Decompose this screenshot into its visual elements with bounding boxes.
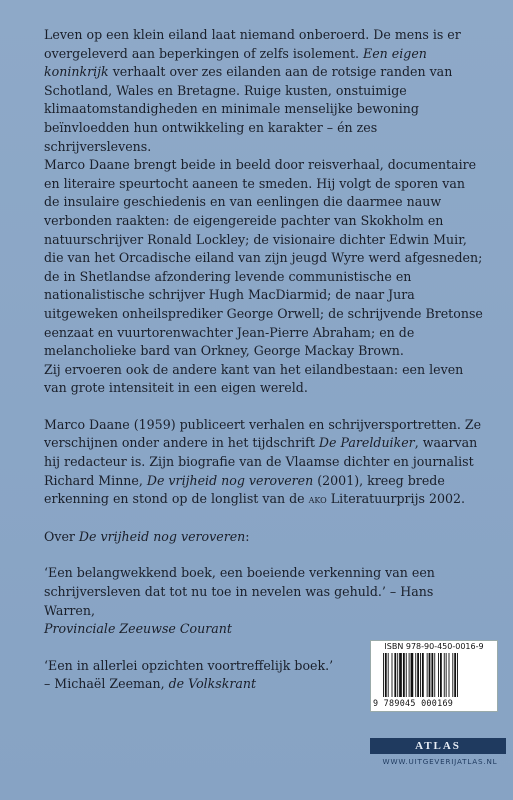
blurb-paragraph-2: Marco Daane brengt beide in beeld door reisverhaal, documentaire en literaire speurtocht aaneen te smeden. Hij volgt de sporen van de insulaire geschiedenis en van eenlingen die daarmee nauw verbonden raakten: de eigengereide pachter van Skokholm en natuurschrijver Ronald Lockley; de visionaire dichter Edwin Muir, die van het Orcadische eiland van zijn jeugd Wyre werd afgesneden; de in Shetlandse afzondering levende communistische en nationalistische schrijver Hugh MacDiarmid; de naar Jura uitgeweken onheilsprediker George Orwell; de schrijvende Bretonse eenzaat en vuurtorenwachter Jean-Pierre Abraham; en de melancholieke bard van Orkney, George Mackay Brown. <box>44 157 483 359</box>
review-source-2: de Volkskrant <box>168 676 257 692</box>
barcode-bar <box>383 653 384 697</box>
barcode-bar <box>429 653 431 697</box>
barcode-bar <box>397 653 398 697</box>
barcode-bar <box>388 653 389 697</box>
magazine-title: De Parelduiker <box>318 435 415 451</box>
barcode-bar <box>392 653 393 697</box>
barcode-bar <box>438 653 439 697</box>
review-quote-1: ‘Een belangwekkend boek, een boeiende verkenning van een schrijversleven dat tot nu toe in nevelen was gehuld.’ – Hans Warren, Provinciale Zeeuwse Courant <box>44 565 435 637</box>
publisher-url[interactable]: WWW.UITGEVERIJATLAS.NL <box>382 757 498 766</box>
barcode-bar <box>417 653 419 697</box>
barcode-bar <box>457 653 458 697</box>
prize-name: ako <box>308 493 327 507</box>
barcode-bar <box>385 653 387 697</box>
barcode-bar <box>422 653 424 697</box>
barcode-bar <box>427 653 428 697</box>
barcode-bar <box>449 653 450 697</box>
barcode-bar <box>446 653 447 697</box>
blurb-paragraph-1: Leven op een klein eiland laat niemand onberoerd. De mens is er overgeleverd aan beperkingen of zelfs isolement. Een eigen koninkrijk verhaalt over zes eilanden aan de rotsige randen van Schotland, Wales en Bretagne. Ruige kusten, onstuimige klimaatomstandigheden en minimale menselijke bewoning beïnvloedden hun ontwikkeling en karakter – én zes schrijverslevens. <box>44 27 461 154</box>
barcode-bars <box>381 653 491 697</box>
barcode-box <box>370 640 498 712</box>
biography-title: De vrijheid nog veroveren <box>146 472 314 488</box>
review-source-1: Provinciale Zeeuwse Courant <box>44 621 232 637</box>
barcode-bar <box>444 653 445 697</box>
cover-text <box>44 26 484 694</box>
barcode-bar <box>454 653 456 697</box>
publisher-logo: ATLAS <box>370 738 506 754</box>
barcode-bar <box>434 653 435 697</box>
author-bio: Marco Daane (1959) publiceert verhalen en schrijversportretten. Ze verschijnen onder andere in het tijdschrift De Parelduiker, waarvan hij redacteur is. Zijn biografie van de Vlaamse dichter en journalist Richard Minne, De vrijheid nog veroveren (2001), kreeg brede erkenning en stond op de longlist van de ako Literatuurprijs 2002. <box>44 416 482 507</box>
barcode-bar <box>431 653 433 697</box>
reviews-heading: Over De vrijheid nog veroveren: <box>44 528 250 544</box>
review-quote-2: ‘Een in allerlei opzichten voortreffelijk boek.’ – Michaël Zeeman, de Volkskrant <box>44 657 334 692</box>
barcode-digits: 9 789045 000169 <box>373 698 454 708</box>
barcode-bar <box>415 653 416 697</box>
barcode-bar <box>409 653 410 697</box>
barcode-bar <box>399 653 402 697</box>
barcode-bar <box>440 653 442 697</box>
barcode-bar <box>452 653 453 697</box>
barcode-bar <box>406 653 407 697</box>
barcode-bar <box>411 653 414 697</box>
isbn-label: ISBN 978-90-450-0016-9 <box>384 642 484 651</box>
barcode-bar <box>403 653 405 697</box>
blurb-paragraph-3: Zij ervoeren ook de andere kant van het eilandbestaan: een leven van grote intensiteit in een eigen wereld. <box>44 361 464 396</box>
barcode-bar <box>420 653 421 697</box>
barcode-bar <box>394 653 396 697</box>
book-title: Een eigen koninkrijk <box>44 45 427 80</box>
